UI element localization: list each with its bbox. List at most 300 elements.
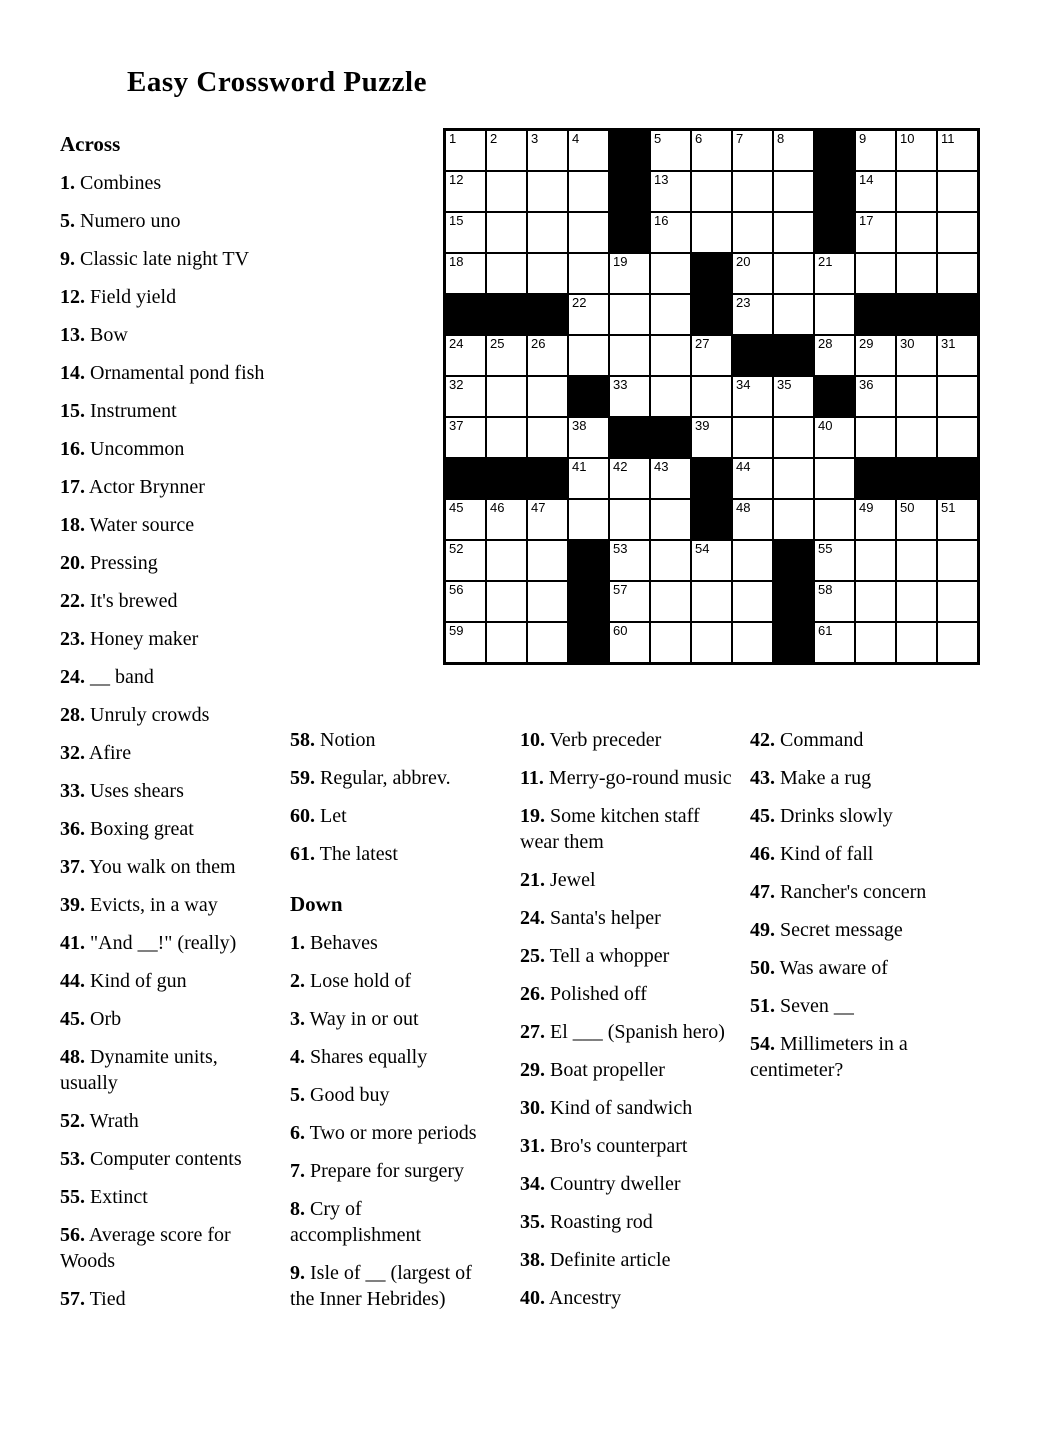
- cell-number: 49: [859, 500, 874, 515]
- across-clue-55: 55. Extinct: [60, 1186, 148, 1208]
- grid-cell[interactable]: [897, 213, 936, 252]
- clue-number: 28.: [60, 704, 85, 726]
- clue-number: 61.: [290, 843, 315, 865]
- grid-cell[interactable]: [610, 254, 649, 293]
- black-cell: [692, 500, 731, 539]
- down-clue-1: 1. Behaves: [290, 932, 378, 954]
- cell-number: 8: [777, 131, 785, 146]
- grid-cell[interactable]: [774, 254, 813, 293]
- clue-number: 18.: [60, 514, 85, 536]
- cell-number: 59: [449, 623, 464, 638]
- clue-number: 60.: [290, 805, 315, 827]
- clue-number: 27.: [520, 1021, 545, 1043]
- cell-number: 51: [941, 500, 956, 515]
- down-clue-27: 27. El ___ (Spanish hero): [520, 1021, 725, 1043]
- black-cell: [446, 459, 485, 498]
- clue-number: 23.: [60, 628, 85, 650]
- cell-number: 7: [736, 131, 744, 146]
- cell-number: 25: [490, 336, 505, 351]
- grid-cell[interactable]: [692, 213, 731, 252]
- grid-cell[interactable]: [651, 213, 690, 252]
- black-cell: [528, 295, 567, 334]
- grid-cell[interactable]: [938, 582, 977, 621]
- down-clue-45: 45. Drinks slowly: [750, 805, 893, 827]
- clue-number: 37.: [60, 856, 85, 878]
- grid-cell[interactable]: [897, 254, 936, 293]
- grid-cell[interactable]: [897, 582, 936, 621]
- grid-cell[interactable]: [569, 336, 608, 375]
- grid-cell[interactable]: [651, 336, 690, 375]
- grid-cell[interactable]: [897, 131, 936, 170]
- grid-cell[interactable]: [528, 254, 567, 293]
- black-cell: [815, 172, 854, 211]
- clue-number: 41.: [60, 932, 85, 954]
- grid-cell[interactable]: [692, 336, 731, 375]
- cell-number: 42: [613, 459, 628, 474]
- across-clue-13: 13. Bow: [60, 324, 128, 346]
- grid-cell[interactable]: [938, 377, 977, 416]
- clue-number: 49.: [750, 919, 775, 941]
- grid-cell[interactable]: [487, 377, 526, 416]
- across-clue-23: 23. Honey maker: [60, 628, 199, 650]
- across-clue-48: 48. Dynamite units, usually: [60, 1046, 218, 1094]
- clue-number: 1.: [60, 172, 75, 194]
- clue-number: 42.: [750, 729, 775, 751]
- cell-number: 31: [941, 336, 956, 351]
- cell-number: 53: [613, 541, 628, 556]
- black-cell: [487, 459, 526, 498]
- across-clue-16: 16. Uncommon: [60, 438, 185, 460]
- grid-cell[interactable]: [651, 459, 690, 498]
- grid-cell[interactable]: [692, 377, 731, 416]
- grid-cell[interactable]: [528, 172, 567, 211]
- cell-number: 47: [531, 500, 546, 515]
- cell-number: 46: [490, 500, 505, 515]
- clue-number: 34.: [520, 1173, 545, 1195]
- grid-cell[interactable]: [610, 377, 649, 416]
- grid-cell[interactable]: [856, 377, 895, 416]
- clue-number: 16.: [60, 438, 85, 460]
- clue-number: 40.: [520, 1287, 545, 1309]
- grid-cell[interactable]: [610, 582, 649, 621]
- down-clue-9: 9. Isle of __ (largest of the Inner Hebrides): [290, 1262, 472, 1310]
- clue-number: 52.: [60, 1110, 85, 1132]
- grid-cell[interactable]: [938, 541, 977, 580]
- grid-cell[interactable]: [692, 582, 731, 621]
- black-cell: [774, 623, 813, 662]
- cell-number: 23: [736, 295, 751, 310]
- cell-number: 10: [900, 131, 915, 146]
- down-clue-51: 51. Seven __: [750, 995, 854, 1017]
- grid-cell[interactable]: [487, 623, 526, 662]
- grid-cell[interactable]: [815, 254, 854, 293]
- cell-number: 54: [695, 541, 710, 556]
- grid-cell[interactable]: [569, 172, 608, 211]
- down-clue-29: 29. Boat propeller: [520, 1059, 665, 1081]
- down-clue-26: 26. Polished off: [520, 983, 647, 1005]
- clue-number: 2.: [290, 970, 305, 992]
- grid-cell[interactable]: [938, 418, 977, 457]
- grid-cell[interactable]: [487, 418, 526, 457]
- grid-cell[interactable]: [569, 131, 608, 170]
- cell-number: 13: [654, 172, 669, 187]
- grid-cell[interactable]: [446, 582, 485, 621]
- down-clue-34: 34. Country dweller: [520, 1173, 681, 1195]
- cell-number: 19: [613, 254, 628, 269]
- cell-number: 38: [572, 418, 587, 433]
- cell-number: 36: [859, 377, 874, 392]
- down-clue-50: 50. Was aware of: [750, 957, 888, 979]
- cell-number: 39: [695, 418, 710, 433]
- grid-cell[interactable]: [856, 172, 895, 211]
- clue-number: 43.: [750, 767, 775, 789]
- grid-cell[interactable]: [487, 582, 526, 621]
- grid-cell[interactable]: [446, 500, 485, 539]
- grid-cell[interactable]: [897, 623, 936, 662]
- cell-number: 55: [818, 541, 833, 556]
- cell-number: 45: [449, 500, 464, 515]
- across-clue-59: 59. Regular, abbrev.: [290, 767, 451, 789]
- grid-cell[interactable]: [815, 582, 854, 621]
- clue-number: 26.: [520, 983, 545, 1005]
- grid-cell[interactable]: [651, 377, 690, 416]
- grid-cell[interactable]: [897, 172, 936, 211]
- clue-number: 33.: [60, 780, 85, 802]
- down-clue-30: 30. Kind of sandwich: [520, 1097, 693, 1119]
- grid-cell[interactable]: [733, 500, 772, 539]
- across-clue-18: 18. Water source: [60, 514, 195, 536]
- clue-number: 24.: [60, 666, 85, 688]
- grid-cell[interactable]: [733, 213, 772, 252]
- grid-cell[interactable]: [528, 623, 567, 662]
- cell-number: 5: [654, 131, 662, 146]
- black-cell: [487, 295, 526, 334]
- cell-number: 9: [859, 131, 867, 146]
- cell-number: 21: [818, 254, 833, 269]
- grid-cell[interactable]: [856, 418, 895, 457]
- grid-cell[interactable]: [733, 172, 772, 211]
- grid-cell[interactable]: [774, 459, 813, 498]
- across-clue-60: 60. Let: [290, 805, 347, 827]
- black-cell: [815, 377, 854, 416]
- grid-cell[interactable]: [651, 172, 690, 211]
- clue-number: 8.: [290, 1198, 305, 1220]
- black-cell: [569, 623, 608, 662]
- across-clue-9: 9. Classic late night TV: [60, 248, 250, 270]
- across-clue-44: 44. Kind of gun: [60, 970, 187, 992]
- down-clue-38: 38. Definite article: [520, 1249, 671, 1271]
- down-clue-54: 54. Millimeters in a centimeter?: [750, 1033, 908, 1081]
- black-cell: [692, 459, 731, 498]
- clue-number: 30.: [520, 1097, 545, 1119]
- across-clue-41: 41. "And __!" (really): [60, 932, 237, 954]
- grid-cell[interactable]: [651, 500, 690, 539]
- grid-cell[interactable]: [774, 295, 813, 334]
- cell-number: 6: [695, 131, 703, 146]
- grid-cell[interactable]: [815, 459, 854, 498]
- cell-number: 26: [531, 336, 546, 351]
- across-clue-45: 45. Orb: [60, 1008, 122, 1030]
- grid-cell[interactable]: [446, 541, 485, 580]
- grid-cell[interactable]: [733, 459, 772, 498]
- grid-cell[interactable]: [651, 582, 690, 621]
- grid-cell[interactable]: [897, 336, 936, 375]
- down-clue-49: 49. Secret message: [750, 919, 903, 941]
- clue-number: 36.: [60, 818, 85, 840]
- grid-cell[interactable]: [569, 418, 608, 457]
- grid-cell[interactable]: [733, 254, 772, 293]
- grid-cell[interactable]: [569, 500, 608, 539]
- grid-cell[interactable]: [487, 500, 526, 539]
- grid-cell[interactable]: [938, 172, 977, 211]
- cell-number: 20: [736, 254, 751, 269]
- across-clue-33: 33. Uses shears: [60, 780, 184, 802]
- grid-cell[interactable]: [446, 377, 485, 416]
- cell-number: 29: [859, 336, 874, 351]
- cell-number: 27: [695, 336, 710, 351]
- grid-cell[interactable]: [774, 131, 813, 170]
- grid-cell[interactable]: [487, 336, 526, 375]
- cell-number: 57: [613, 582, 628, 597]
- cell-number: 35: [777, 377, 792, 392]
- clue-number: 31.: [520, 1135, 545, 1157]
- crossword-grid: [443, 128, 980, 665]
- black-cell: [569, 377, 608, 416]
- grid-cell[interactable]: [856, 131, 895, 170]
- cell-number: 60: [613, 623, 628, 638]
- cell-number: 14: [859, 172, 874, 187]
- down-clue-19: 19. Some kitchen staff wear them: [520, 805, 700, 853]
- grid-cell[interactable]: [938, 213, 977, 252]
- across-clue-53: 53. Computer contents: [60, 1148, 242, 1170]
- grid-cell[interactable]: [692, 541, 731, 580]
- clue-number: 29.: [520, 1059, 545, 1081]
- grid-cell[interactable]: [938, 336, 977, 375]
- black-cell: [897, 295, 936, 334]
- down-clue-43: 43. Make a rug: [750, 767, 872, 789]
- cell-number: 44: [736, 459, 751, 474]
- grid-cell[interactable]: [733, 377, 772, 416]
- black-cell: [569, 541, 608, 580]
- clue-number: 48.: [60, 1046, 85, 1068]
- grid-cell[interactable]: [733, 541, 772, 580]
- clue-number: 11.: [520, 767, 544, 789]
- cell-number: 34: [736, 377, 751, 392]
- clue-number: 22.: [60, 590, 85, 612]
- across-clue-36: 36. Boxing great: [60, 818, 194, 840]
- grid-cell[interactable]: [692, 418, 731, 457]
- cell-number: 15: [449, 213, 464, 228]
- cell-number: 11: [941, 131, 955, 146]
- clue-number: 7.: [290, 1160, 305, 1182]
- black-cell: [446, 295, 485, 334]
- cell-number: 33: [613, 377, 628, 392]
- black-cell: [733, 336, 772, 375]
- grid-cell[interactable]: [569, 213, 608, 252]
- clue-number: 12.: [60, 286, 85, 308]
- grid-cell[interactable]: [815, 623, 854, 662]
- grid-cell[interactable]: [774, 172, 813, 211]
- grid-cell[interactable]: [856, 254, 895, 293]
- across-clue-58: 58. Notion: [290, 729, 376, 751]
- grid-cell[interactable]: [446, 213, 485, 252]
- clue-number: 58.: [290, 729, 315, 751]
- grid-cell[interactable]: [446, 131, 485, 170]
- clue-column-2: [290, 727, 490, 1324]
- clue-number: 55.: [60, 1186, 85, 1208]
- grid-cell[interactable]: [528, 418, 567, 457]
- black-cell: [610, 213, 649, 252]
- grid-cell[interactable]: [446, 418, 485, 457]
- grid-cell[interactable]: [815, 295, 854, 334]
- grid-cell[interactable]: [610, 541, 649, 580]
- grid-cell[interactable]: [487, 172, 526, 211]
- cell-number: 16: [654, 213, 669, 228]
- down-clue-6: 6. Two or more periods: [290, 1122, 477, 1144]
- grid-cell[interactable]: [897, 418, 936, 457]
- grid-cell[interactable]: [815, 336, 854, 375]
- clue-column-1: [60, 131, 272, 1324]
- across-clue-12: 12. Field yield: [60, 286, 177, 308]
- grid-cell[interactable]: [651, 254, 690, 293]
- grid-cell[interactable]: [569, 459, 608, 498]
- black-cell: [528, 459, 567, 498]
- grid-cell[interactable]: [487, 541, 526, 580]
- black-cell: [651, 418, 690, 457]
- black-cell: [610, 172, 649, 211]
- grid-cell[interactable]: [569, 254, 608, 293]
- clue-number: 4.: [290, 1046, 305, 1068]
- cell-number: 52: [449, 541, 464, 556]
- grid-cell[interactable]: [856, 500, 895, 539]
- down-clue-4: 4. Shares equally: [290, 1046, 428, 1068]
- grid-cell[interactable]: [733, 582, 772, 621]
- clue-number: 19.: [520, 805, 545, 827]
- across-clue-22: 22. It's brewed: [60, 590, 178, 612]
- grid-cell[interactable]: [610, 295, 649, 334]
- grid-cell[interactable]: [446, 336, 485, 375]
- grid-cell[interactable]: [528, 541, 567, 580]
- grid-cell[interactable]: [938, 500, 977, 539]
- grid-cell[interactable]: [487, 213, 526, 252]
- cell-number: 3: [531, 131, 539, 146]
- grid-cell[interactable]: [897, 500, 936, 539]
- grid-cell[interactable]: [528, 500, 567, 539]
- across-clue-39: 39. Evicts, in a way: [60, 894, 218, 916]
- grid-cell[interactable]: [610, 459, 649, 498]
- grid-cell[interactable]: [610, 623, 649, 662]
- down-clue-7: 7. Prepare for surgery: [290, 1160, 465, 1182]
- down-clue-24: 24. Santa's helper: [520, 907, 661, 929]
- clue-number: 10.: [520, 729, 545, 751]
- grid-cell[interactable]: [856, 582, 895, 621]
- black-cell: [938, 295, 977, 334]
- clue-number: 45.: [60, 1008, 85, 1030]
- cell-number: 2: [490, 131, 498, 146]
- black-cell: [774, 336, 813, 375]
- grid-cell[interactable]: [856, 541, 895, 580]
- clue-number: 5.: [290, 1084, 305, 1106]
- grid-cell[interactable]: [692, 172, 731, 211]
- grid-cell[interactable]: [446, 254, 485, 293]
- black-cell: [774, 582, 813, 621]
- grid-cell[interactable]: [938, 131, 977, 170]
- grid-cell[interactable]: [815, 541, 854, 580]
- grid-cell[interactable]: [938, 623, 977, 662]
- grid-cell[interactable]: [651, 623, 690, 662]
- across-clue-17: 17. Actor Brynner: [60, 476, 205, 498]
- across-clue-32: 32. Afire: [60, 742, 132, 764]
- grid-cell[interactable]: [733, 623, 772, 662]
- grid-cell[interactable]: [733, 418, 772, 457]
- grid-cell[interactable]: [733, 131, 772, 170]
- grid-cell[interactable]: [897, 377, 936, 416]
- grid-cell[interactable]: [774, 213, 813, 252]
- black-cell: [815, 213, 854, 252]
- cell-number: 17: [859, 213, 874, 228]
- clue-number: 53.: [60, 1148, 85, 1170]
- cell-number: 41: [572, 459, 587, 474]
- grid-cell[interactable]: [528, 582, 567, 621]
- grid-cell[interactable]: [938, 254, 977, 293]
- grid-cell[interactable]: [446, 172, 485, 211]
- grid-cell[interactable]: [856, 336, 895, 375]
- grid-cell[interactable]: [446, 623, 485, 662]
- cell-number: 61: [818, 623, 833, 638]
- grid-cell[interactable]: [487, 254, 526, 293]
- grid-cell[interactable]: [528, 336, 567, 375]
- grid-cell[interactable]: [774, 377, 813, 416]
- grid-cell[interactable]: [528, 213, 567, 252]
- grid-cell[interactable]: [815, 500, 854, 539]
- down-clue-2: 2. Lose hold of: [290, 970, 412, 992]
- grid-cell[interactable]: [487, 131, 526, 170]
- across-heading: Across: [60, 132, 121, 156]
- grid-cell[interactable]: [774, 418, 813, 457]
- grid-cell[interactable]: [528, 377, 567, 416]
- grid-cell[interactable]: [651, 131, 690, 170]
- clue-number: 39.: [60, 894, 85, 916]
- across-clue-5: 5. Numero uno: [60, 210, 181, 232]
- cell-number: 1: [449, 131, 457, 146]
- grid-cell[interactable]: [692, 131, 731, 170]
- down-clue-21: 21. Jewel: [520, 869, 596, 891]
- black-cell: [856, 459, 895, 498]
- grid-cell[interactable]: [733, 295, 772, 334]
- grid-cell[interactable]: [856, 623, 895, 662]
- grid-cell[interactable]: [774, 500, 813, 539]
- clue-number: 20.: [60, 552, 85, 574]
- grid-cell[interactable]: [569, 295, 608, 334]
- clue-number: 47.: [750, 881, 775, 903]
- grid-cell[interactable]: [856, 213, 895, 252]
- down-clue-40: 40. Ancestry: [520, 1287, 622, 1309]
- grid-cell[interactable]: [651, 295, 690, 334]
- grid-cell[interactable]: [692, 623, 731, 662]
- grid-cell[interactable]: [651, 541, 690, 580]
- black-cell: [692, 295, 731, 334]
- clue-column-4: [750, 727, 972, 1095]
- across-clue-37: 37. You walk on them: [60, 856, 236, 878]
- grid-cell[interactable]: [897, 541, 936, 580]
- clue-column-3: [520, 727, 740, 1323]
- across-clue-28: 28. Unruly crowds: [60, 704, 210, 726]
- grid-cell[interactable]: [815, 418, 854, 457]
- down-clue-35: 35. Roasting rod: [520, 1211, 653, 1233]
- grid-cell[interactable]: [528, 131, 567, 170]
- grid-cell[interactable]: [610, 336, 649, 375]
- grid-cell[interactable]: [610, 500, 649, 539]
